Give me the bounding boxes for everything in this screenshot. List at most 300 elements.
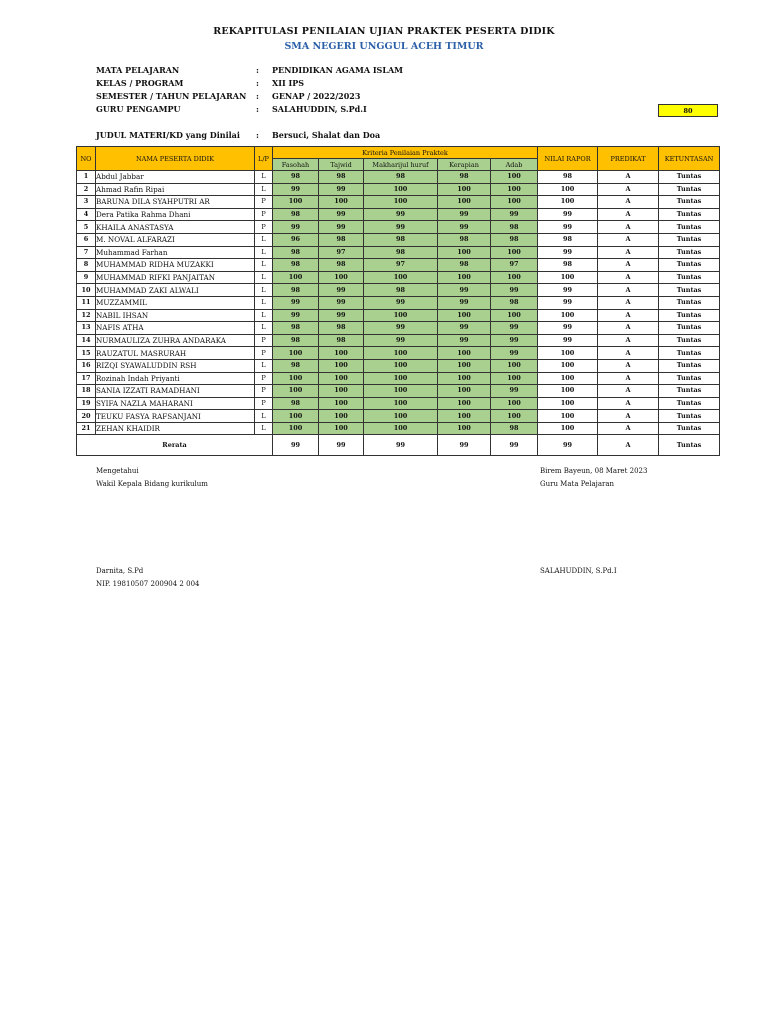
info-colon: : [256,65,259,75]
table-row [77,322,720,335]
row-ketuntasan: Tuntas [659,183,720,196]
average-rapor: 99 [538,435,598,456]
row-no: 7 [77,246,96,259]
row-gender: P [255,372,273,385]
row-score-fasohah: 98 [273,322,319,335]
col-name-header: NAMA PESERTA DIDIK [96,147,255,171]
average-ketuntasan: Tuntas [659,435,720,456]
page-title: REKAPITULASI PENILAIAN UJIAN PRAKTEK PESERTA DIDIK [213,26,555,37]
row-score-kerapian: 100 [438,183,491,196]
row-gender: L [255,246,273,259]
row-score-adab: 99 [491,334,538,347]
row-gender: L [255,271,273,284]
row-student-name: Dera Patika Rahma Dhani [96,208,255,221]
row-score-fasohah: 99 [273,183,319,196]
row-student-name: NURMAULIZA ZUHRA ANDARAKA [96,334,255,347]
row-rapor: 100 [538,309,598,322]
row-score-kerapian: 99 [438,221,491,234]
row-rapor: 100 [538,397,598,410]
row-student-name: RIZQI SYAWALUDDIN RSH [96,359,255,372]
sign-left-name: Darnita, S.Pd [96,567,144,575]
row-score-kerapian: 99 [438,284,491,297]
row-gender: P [255,385,273,398]
row-no: 11 [77,296,96,309]
row-student-name: SYIFA NAZLA MAHARANI [96,397,255,410]
row-score-kerapian: 100 [438,422,491,435]
row-score-kerapian: 100 [438,410,491,423]
info-value: Bersuci, Shalat dan Doa [272,130,381,140]
col-predikat-header: PREDIKAT [598,147,659,171]
row-gender: L [255,233,273,246]
row-rapor: 99 [538,322,598,335]
row-score-makharijul: 100 [364,410,438,423]
row-gender: L [255,309,273,322]
row-ketuntasan: Tuntas [659,372,720,385]
row-student-name: MUHAMMAD ZAKI ALWALI [96,284,255,297]
row-score-makharijul: 98 [364,246,438,259]
row-ketuntasan: Tuntas [659,208,720,221]
row-score-makharijul: 100 [364,422,438,435]
row-ketuntasan: Tuntas [659,284,720,297]
row-ketuntasan: Tuntas [659,296,720,309]
row-no: 18 [77,385,96,398]
row-score-tajwid: 99 [319,208,364,221]
row-score-fasohah: 100 [273,196,319,209]
info-row-subject [96,65,403,75]
row-student-name: Abdul Jabbar [96,171,255,184]
row-gender: P [255,221,273,234]
table-row [77,397,720,410]
table-row [77,271,720,284]
row-score-makharijul: 99 [364,221,438,234]
row-ketuntasan: Tuntas [659,422,720,435]
row-student-name: MUHAMMAD RIFKI PANJAITAN [96,271,255,284]
row-student-name: NABIL IHSAN [96,309,255,322]
row-score-kerapian: 99 [438,296,491,309]
row-student-name: TEUKU FASYA RAFSANJANI [96,410,255,423]
row-score-tajwid: 98 [319,233,364,246]
row-no: 14 [77,334,96,347]
row-student-name: BARUNA DILA SYAHPUTRI AR [96,196,255,209]
row-score-makharijul: 98 [364,171,438,184]
row-ketuntasan: Tuntas [659,271,720,284]
row-predikat: A [598,410,659,423]
row-gender: L [255,410,273,423]
row-student-name: M. NOVAL ALFARAZI [96,233,255,246]
table-row [77,171,720,184]
row-score-tajwid: 100 [319,271,364,284]
info-label: MATA PELAJARAN [96,65,180,75]
row-no: 5 [77,221,96,234]
row-score-tajwid: 100 [319,347,364,360]
row-score-kerapian: 100 [438,347,491,360]
row-no: 9 [77,271,96,284]
row-predikat: A [598,334,659,347]
row-score-tajwid: 100 [319,196,364,209]
row-rapor: 100 [538,359,598,372]
row-ketuntasan: Tuntas [659,233,720,246]
row-no: 17 [77,372,96,385]
row-score-tajwid: 98 [319,322,364,335]
row-score-makharijul: 100 [364,183,438,196]
row-no: 16 [77,359,96,372]
sign-right-line2: Guru Mata Pelajaran [540,480,615,488]
row-ketuntasan: Tuntas [659,196,720,209]
row-score-fasohah: 98 [273,171,319,184]
row-score-fasohah: 98 [273,284,319,297]
average-predikat: A [598,435,659,456]
row-score-adab: 99 [491,322,538,335]
row-no: 15 [77,347,96,360]
average-adab: 99 [491,435,538,456]
row-score-kerapian: 100 [438,372,491,385]
row-score-tajwid: 99 [319,309,364,322]
row-score-makharijul: 99 [364,296,438,309]
row-score-kerapian: 99 [438,208,491,221]
row-gender: L [255,259,273,272]
average-kerapian: 99 [438,435,491,456]
table-row [77,372,720,385]
row-score-makharijul: 98 [364,284,438,297]
row-predikat: A [598,309,659,322]
row-ketuntasan: Tuntas [659,259,720,272]
row-score-adab: 99 [491,385,538,398]
info-colon: : [256,104,259,114]
row-score-adab: 100 [491,359,538,372]
row-predikat: A [598,171,659,184]
row-score-tajwid: 100 [319,372,364,385]
row-no: 20 [77,410,96,423]
row-score-makharijul: 100 [364,271,438,284]
row-predikat: A [598,372,659,385]
row-rapor: 98 [538,171,598,184]
row-gender: L [255,359,273,372]
row-student-name: MUHAMMAD RIDHA MUZAKKI [96,259,255,272]
row-score-adab: 98 [491,221,538,234]
average-makharijul: 99 [364,435,438,456]
info-colon: : [256,91,259,101]
info-row-semester [96,91,360,101]
row-predikat: A [598,246,659,259]
row-gender: P [255,347,273,360]
row-rapor: 98 [538,259,598,272]
row-no: 6 [77,233,96,246]
table-row [77,309,720,322]
row-predikat: A [598,271,659,284]
table-row [77,246,720,259]
table-row [77,422,720,435]
row-ketuntasan: Tuntas [659,246,720,259]
row-score-kerapian: 98 [438,259,491,272]
row-score-fasohah: 99 [273,296,319,309]
row-no: 12 [77,309,96,322]
row-score-adab: 100 [491,171,538,184]
row-score-adab: 100 [491,410,538,423]
col-makharijul-header: Makharijul huruf [364,159,438,171]
row-score-tajwid: 99 [319,221,364,234]
row-no: 19 [77,397,96,410]
row-score-tajwid: 100 [319,385,364,398]
info-label: SEMESTER / TAHUN PELAJARAN [96,91,247,101]
table-row [77,196,720,209]
row-predikat: A [598,359,659,372]
row-score-fasohah: 100 [273,271,319,284]
row-score-adab: 99 [491,284,538,297]
info-colon: : [256,130,259,140]
average-fasohah: 99 [273,435,319,456]
col-ketuntasan-header: KETUNTASAN [659,147,720,171]
row-no: 21 [77,422,96,435]
info-row-material [96,130,380,140]
average-label: Rerata [77,435,273,456]
row-score-adab: 98 [491,296,538,309]
row-score-adab: 98 [491,422,538,435]
row-gender: L [255,284,273,297]
row-predikat: A [598,296,659,309]
row-gender: L [255,322,273,335]
school-name: SMA NEGERI UNGGUL ACEH TIMUR [284,41,484,52]
row-rapor: 99 [538,221,598,234]
row-score-tajwid: 98 [319,171,364,184]
sign-right-line1: Birem Bayeun, 08 Maret 2023 [540,467,648,475]
kkm-badge: 80 [658,104,718,117]
row-student-name: Rozinah Indah Priyanti [96,372,255,385]
row-no: 10 [77,284,96,297]
row-score-fasohah: 99 [273,309,319,322]
row-ketuntasan: Tuntas [659,359,720,372]
row-gender: L [255,422,273,435]
table-row [77,284,720,297]
row-ketuntasan: Tuntas [659,309,720,322]
row-rapor: 99 [538,246,598,259]
row-predikat: A [598,397,659,410]
row-score-makharijul: 99 [364,334,438,347]
row-score-tajwid: 97 [319,246,364,259]
row-score-fasohah: 98 [273,259,319,272]
table-row [77,221,720,234]
row-score-fasohah: 100 [273,422,319,435]
row-score-fasohah: 100 [273,347,319,360]
row-score-tajwid: 100 [319,422,364,435]
col-criteria-header: Kriteria Penilaian Praktek [273,147,538,159]
row-student-name: MUZZAMMIL [96,296,255,309]
row-score-fasohah: 96 [273,233,319,246]
row-predikat: A [598,259,659,272]
row-score-makharijul: 97 [364,259,438,272]
info-row-class [96,78,304,88]
row-rapor: 100 [538,196,598,209]
grades-table [76,146,720,456]
row-score-fasohah: 100 [273,410,319,423]
row-predikat: A [598,221,659,234]
row-no: 1 [77,171,96,184]
row-no: 2 [77,183,96,196]
row-score-adab: 99 [491,347,538,360]
row-score-makharijul: 100 [364,372,438,385]
row-score-fasohah: 98 [273,208,319,221]
row-predikat: A [598,233,659,246]
row-predikat: A [598,422,659,435]
row-rapor: 100 [538,271,598,284]
info-label: JUDUL MATERI/KD yang Dinilai [96,130,240,140]
col-tajwid-header: Tajwid [319,159,364,171]
row-rapor: 100 [538,183,598,196]
row-score-makharijul: 100 [364,359,438,372]
row-score-tajwid: 99 [319,284,364,297]
average-tajwid: 99 [319,435,364,456]
info-value: XII IPS [272,78,305,88]
row-ketuntasan: Tuntas [659,322,720,335]
info-label: GURU PENGAMPU [96,104,181,114]
row-score-adab: 100 [491,309,538,322]
row-no: 4 [77,208,96,221]
row-score-adab: 98 [491,233,538,246]
row-score-adab: 100 [491,196,538,209]
table-row [77,183,720,196]
row-score-fasohah: 98 [273,246,319,259]
info-label: KELAS / PROGRAM [96,78,184,88]
row-student-name: KHAILA ANASTASYA [96,221,255,234]
table-row [77,410,720,423]
row-rapor: 99 [538,284,598,297]
row-score-fasohah: 98 [273,334,319,347]
row-rapor: 100 [538,410,598,423]
row-score-kerapian: 98 [438,171,491,184]
sign-left-line2: Wakil Kepala Bidang kurikulum [96,480,208,488]
sign-left-nip: NIP. 19810507 200904 2 004 [96,580,200,588]
col-kerapian-header: Kerapian [438,159,491,171]
row-score-makharijul: 99 [364,208,438,221]
row-ketuntasan: Tuntas [659,385,720,398]
row-score-kerapian: 100 [438,397,491,410]
row-gender: P [255,397,273,410]
row-score-kerapian: 99 [438,322,491,335]
row-rapor: 99 [538,208,598,221]
row-score-makharijul: 99 [364,322,438,335]
row-score-adab: 100 [491,183,538,196]
sign-right-name: SALAHUDDIN, S.Pd.I [540,567,617,575]
row-score-tajwid: 99 [319,183,364,196]
row-score-kerapian: 100 [438,246,491,259]
info-row-teacher [96,104,367,114]
row-predikat: A [598,183,659,196]
row-gender: L [255,183,273,196]
col-adab-header: Adab [491,159,538,171]
row-score-fasohah: 100 [273,372,319,385]
row-score-tajwid: 98 [319,334,364,347]
row-score-adab: 100 [491,397,538,410]
row-score-fasohah: 98 [273,397,319,410]
row-score-adab: 97 [491,259,538,272]
row-score-adab: 100 [491,372,538,385]
row-score-kerapian: 100 [438,385,491,398]
row-student-name: Ahmad Rafin Ripai [96,183,255,196]
row-score-kerapian: 98 [438,233,491,246]
row-score-adab: 100 [491,271,538,284]
row-gender: L [255,296,273,309]
row-score-tajwid: 99 [319,296,364,309]
row-student-name: RAUZATUL MASRURAH [96,347,255,360]
row-ketuntasan: Tuntas [659,410,720,423]
row-rapor: 100 [538,385,598,398]
row-student-name: ZEHAN KHAIDIR [96,422,255,435]
row-score-makharijul: 100 [364,196,438,209]
row-gender: L [255,171,273,184]
row-predikat: A [598,347,659,360]
row-no: 3 [77,196,96,209]
row-gender: P [255,334,273,347]
table-row [77,259,720,272]
row-ketuntasan: Tuntas [659,397,720,410]
table-row [77,233,720,246]
row-score-kerapian: 100 [438,309,491,322]
row-ketuntasan: Tuntas [659,171,720,184]
row-predikat: A [598,284,659,297]
info-value: SALAHUDDIN, S.Pd.I [272,104,367,114]
row-score-fasohah: 100 [273,385,319,398]
row-score-adab: 99 [491,208,538,221]
row-predikat: A [598,322,659,335]
table-row [77,385,720,398]
row-score-makharijul: 100 [364,397,438,410]
row-gender: P [255,208,273,221]
info-value: GENAP / 2022/2023 [272,91,361,101]
row-student-name: SANIA IZZATI RAMADHANI [96,385,255,398]
row-score-makharijul: 100 [364,309,438,322]
row-no: 8 [77,259,96,272]
row-rapor: 100 [538,372,598,385]
row-score-fasohah: 99 [273,221,319,234]
col-no-header: NO [77,147,96,171]
row-score-tajwid: 100 [319,410,364,423]
col-lp-header: L/P [255,147,273,171]
row-predikat: A [598,196,659,209]
row-ketuntasan: Tuntas [659,334,720,347]
row-score-kerapian: 100 [438,271,491,284]
table-row [77,334,720,347]
row-no: 13 [77,322,96,335]
row-rapor: 99 [538,296,598,309]
table-row [77,296,720,309]
row-score-makharijul: 98 [364,233,438,246]
col-fasohah-header: Fasohah [273,159,319,171]
row-score-adab: 100 [491,246,538,259]
row-score-kerapian: 100 [438,359,491,372]
sign-left-line1: Mengetahui [96,467,139,475]
row-score-tajwid: 98 [319,259,364,272]
row-gender: P [255,196,273,209]
row-score-tajwid: 100 [319,397,364,410]
info-value: PENDIDIKAN AGAMA ISLAM [272,65,404,75]
info-colon: : [256,78,259,88]
row-score-kerapian: 100 [438,196,491,209]
average-row [77,435,720,456]
row-rapor: 100 [538,347,598,360]
row-rapor: 98 [538,233,598,246]
row-predikat: A [598,208,659,221]
row-score-kerapian: 99 [438,334,491,347]
table-row [77,359,720,372]
row-score-tajwid: 100 [319,359,364,372]
col-rapor-header: NILAI RAPOR [538,147,598,171]
row-score-makharijul: 100 [364,385,438,398]
row-score-makharijul: 100 [364,347,438,360]
row-student-name: Muhammad Farhan [96,246,255,259]
row-score-fasohah: 98 [273,359,319,372]
row-rapor: 99 [538,334,598,347]
table-row [77,347,720,360]
row-student-name: NAFIS ATHA [96,322,255,335]
